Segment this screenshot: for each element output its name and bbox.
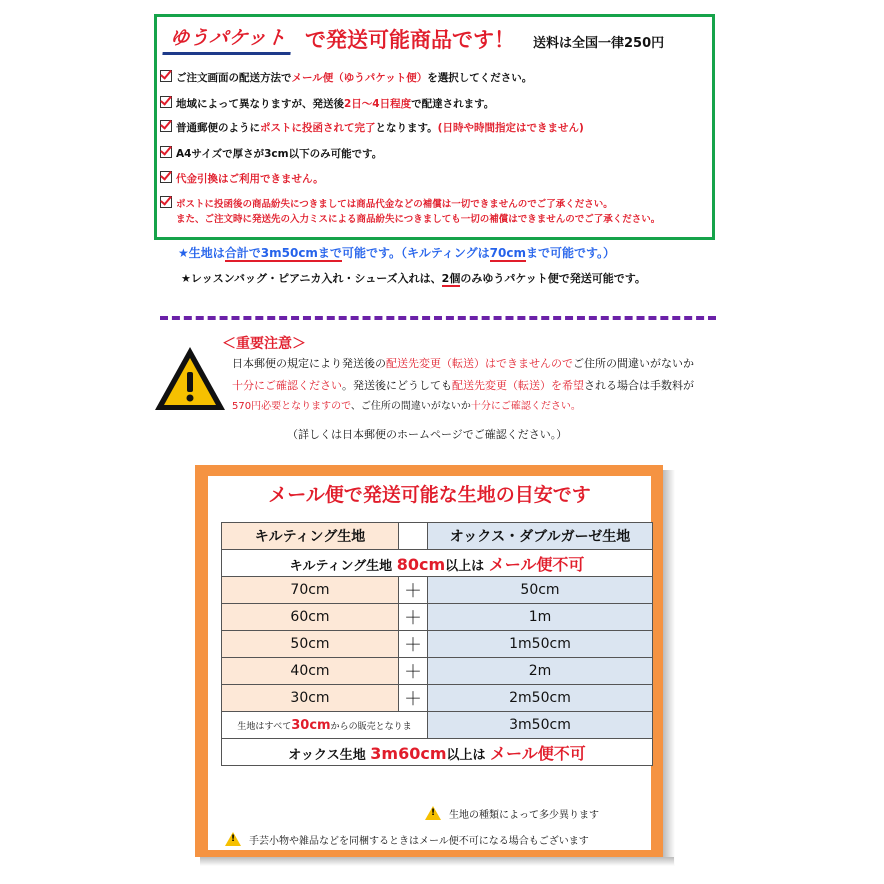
checkbox-icon bbox=[160, 120, 172, 132]
quilting-cell: 40cm bbox=[222, 658, 399, 685]
col-header-spacer bbox=[399, 523, 428, 550]
plus-sign: ＋ bbox=[399, 658, 428, 685]
quilting-cell: 70cm bbox=[222, 577, 399, 604]
check-item-6: ポストに投函後の商品紛失につきましては商品代金などの補償は一切できませんのでご了承ください。 bbox=[160, 196, 613, 212]
ox-cell: 3m50cm bbox=[428, 712, 653, 739]
fabric-limit-note: ★生地は合計で3m50cmまで可能です。（キルティングは70cmまで可能です。） bbox=[178, 246, 616, 260]
panel-shadow-bottom bbox=[200, 857, 674, 866]
fabric-guide-title: メール便で発送可能な生地の目安です bbox=[268, 484, 591, 506]
caution-icon bbox=[425, 806, 441, 820]
bag-limit-note: ★レッスンバッグ・ピアニカ入れ・シューズ入れは、2個のみゆうパケット便で発送可能です。 bbox=[181, 272, 646, 285]
ox-cell: 50cm bbox=[428, 577, 653, 604]
quilting-limit: キルティング生地 80cm以上は メール便不可 bbox=[222, 550, 653, 577]
table-row bbox=[222, 577, 653, 604]
ox-limit: オックス生地 3m60cm以上は メール便不可 bbox=[222, 739, 653, 766]
notice-line-1: 日本郵便の規定により発送後の配送先変更（転送）はできませんのでご住所の間違いがないか bbox=[232, 357, 694, 370]
dashed-divider bbox=[160, 316, 716, 320]
check-item-6-cont: また、ご注文時に発送先の入力ミスによる商品紛失につきましても一切の補償はできませんのでご了承ください。 bbox=[176, 214, 661, 225]
plus-sign: ＋ bbox=[399, 604, 428, 631]
ox-limit-row bbox=[222, 739, 653, 766]
table-row bbox=[222, 685, 653, 712]
table-header-row bbox=[222, 523, 653, 550]
check-item-5: 代金引換はご利用できません。 bbox=[160, 171, 324, 186]
table-row bbox=[222, 631, 653, 658]
ox-cell: 2m50cm bbox=[428, 685, 653, 712]
checkbox-icon bbox=[160, 70, 172, 82]
ox-cell: 1m50cm bbox=[428, 631, 653, 658]
panel-shadow bbox=[663, 470, 675, 866]
fabric-guide-table bbox=[221, 522, 653, 766]
table-row bbox=[222, 604, 653, 631]
shipping-fee: 送料は全国一律250円 bbox=[533, 36, 665, 51]
col-header-ox: オックス・ダブルガーゼ生地 bbox=[428, 523, 653, 550]
plus-sign: ＋ bbox=[399, 631, 428, 658]
table-row bbox=[222, 658, 653, 685]
warning-icon bbox=[152, 344, 228, 414]
fabric-variation-note: !生地の種類によって多少異ります bbox=[425, 806, 599, 821]
quilting-cell: 30cm bbox=[222, 685, 399, 712]
check-item-4: A4サイズで厚さが3cm以下のみ可能です。 bbox=[160, 146, 382, 161]
yu-packet-logo: ゆうパケット bbox=[162, 24, 293, 55]
quilting-limit-row bbox=[222, 550, 653, 577]
caution-icon bbox=[225, 832, 241, 846]
ox-cell: 1m bbox=[428, 604, 653, 631]
quilting-cell: 50cm bbox=[222, 631, 399, 658]
table-row bbox=[222, 712, 653, 739]
checkbox-icon bbox=[160, 96, 172, 108]
notice-reference: （詳しくは日本郵便のホームページでご確認ください。） bbox=[287, 428, 568, 441]
plus-sign: ＋ bbox=[399, 577, 428, 604]
notice-line-3: 570円必要となりますので、ご住所の間違いがないか十分にご確認ください。 bbox=[232, 401, 581, 412]
quilting-cell: 60cm bbox=[222, 604, 399, 631]
col-header-quilting: キルティング生地 bbox=[222, 523, 399, 550]
headline: で発送可能商品です！ bbox=[305, 28, 515, 52]
check-item-3: 普通郵便のようにポストに投函されて完了となります。(日時や時間指定はできません) bbox=[160, 120, 584, 135]
check-item-2: 地域によって異なりますが、発送後2日～4日程度で配達されます。 bbox=[160, 96, 494, 111]
plus-sign: ＋ bbox=[399, 685, 428, 712]
bundling-note: !手芸小物や雑品などを同梱するときはメール便不可になる場合もございます bbox=[225, 832, 589, 847]
important-notice-title: ＜重要注意＞ bbox=[222, 336, 306, 352]
min-sale-note: 生地はすべて30cmからの販売となりま bbox=[222, 712, 428, 739]
checkbox-icon bbox=[160, 146, 172, 158]
notice-line-2: 十分にご確認ください。発送後にどうしても配送先変更（転送）を希望される場合は手数料が bbox=[232, 379, 694, 392]
checkbox-icon bbox=[160, 171, 172, 183]
checkbox-icon bbox=[160, 196, 172, 208]
ox-cell: 2m bbox=[428, 658, 653, 685]
check-item-1: ご注文画面の配送方法でメール便（ゆうパケット便）を選択してください。 bbox=[160, 70, 532, 85]
